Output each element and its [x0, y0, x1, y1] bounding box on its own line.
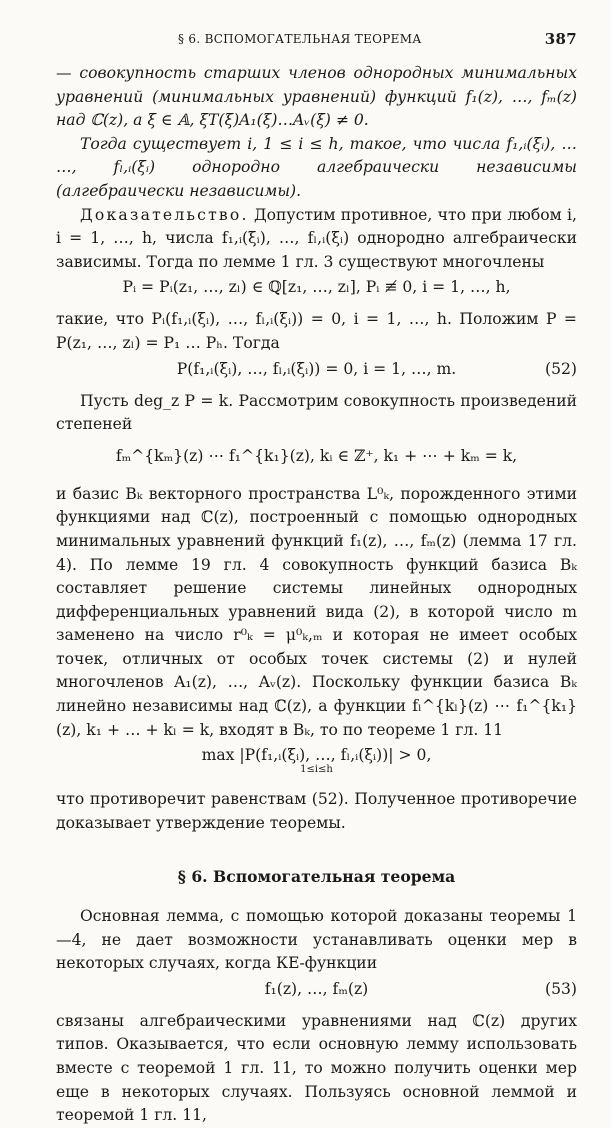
- proof-text: Допустим противное, что при любом i, i = 1, …, h, числа f₁,ᵢ(ξᵢ), …, fₗ,ᵢ(ξᵢ) однородно алгебраически зависимы. Тогда по лемме 1 гл. 3 существуют многочлены: [56, 205, 577, 271]
- paragraph-proof-start: [56, 204, 577, 275]
- paragraph-degree: Пусть deg_z P = k. Рассмотрим совокупность произведений степеней: [56, 391, 577, 434]
- formula-52: P(f₁,ᵢ(ξᵢ), …, fₗ,ᵢ(ξᵢ)) = 0, i = 1, …, m.: [176, 359, 457, 378]
- formula-max-text: max |P(f₁,ᵢ(ξᵢ), …, fₗ,ᵢ(ξᵢ))| > 0,: [201, 746, 432, 765]
- equation-number-52: (52): [544, 359, 577, 378]
- paragraph-basis: и базис Bₖ векторного пространства L⁰ₖ, порожденного этими функциями над ℂ(z), построенный с помощью однородных минимальных уравнений функций f₁(z), …, fₘ(z) (лемма 17 гл. 4). По лемме 19 гл. 4 совокупность функций базиса Bₖ составляет решение системы линейных однородных дифференциальных уравнений вида (2), в которой число m заменено на число r⁰ₖ = μ⁰ₖ,ₘ и которая не имеет особых точек, отличных от особых точек системы (2) и нулей многочленов A₁(z), …, Aᵥ(z). Поскольку функции базиса Bₖ линейно независимы над ℂ(z), а функции fₗ^{kₗ}(z) ⋯ f₁^{k₁}(z), k₁ + … + kₗ = k, входят в Bₖ, то по теореме 1 гл. 11: [56, 484, 577, 739]
- formula-polynomials: Pᵢ = Pᵢ(z₁, …, zₗ) ∈ ℚ[z₁, …, zₗ], Pᵢ ≢ 0, i = 1, …, h,: [122, 278, 511, 297]
- equation-products: [56, 439, 577, 479]
- paragraph-theorem-statement: Тогда существует i, 1 ≤ i ≤ h, такое, что числа f₁,ᵢ(ξᵢ), … …, fₗ,ᵢ(ξᵢ) однородно алгебраически независимы (алгебраически независимы).: [56, 134, 577, 200]
- paragraph-such-that: такие, что Pᵢ(f₁,ᵢ(ξᵢ), …, fₗ,ᵢ(ξᵢ)) = 0, i = 1, …, h. Положим P = P(z₁, …, zₗ) = P₁ … Pₕ. Тогда: [56, 310, 577, 352]
- formula-max: [56, 744, 577, 776]
- paragraph-main-lemma: Основная лемма, с помощью которой доказаны теоремы 1—4, не дает возможности устанавливать оценки мер в некоторых случаях, когда КЕ-функции: [56, 907, 577, 973]
- paragraph-related: связаны алгебраическими уравнениями над ℂ(z) других типов. Оказывается, что если основную лемму использовать вместе с теоремой 1 гл. 11, то можно получить оценки мер еще в некоторых случаях. Пользуясь основной леммой и теоремой 1 гл. 11,: [56, 1011, 577, 1125]
- running-title: § 6. ВСПОМОГАТЕЛЬНАЯ ТЕОРЕМА: [178, 32, 422, 46]
- formula-53: f₁(z), …, fₘ(z): [264, 979, 369, 998]
- formula-products: fₘ^{kₘ}(z) ⋯ f₁^{k₁}(z), kᵢ ∈ ℤ⁺, k₁ + ⋯ + kₘ = k,: [115, 446, 518, 465]
- equation-52: [56, 358, 577, 386]
- running-header: [60, 30, 577, 50]
- paragraph-contradiction: что противоречит равенствам (52). Полученное противоречие доказывает утверждение теоремы.: [56, 790, 577, 832]
- equation-number-53: (53): [544, 979, 577, 998]
- equation-max: [56, 744, 577, 784]
- section-heading: § 6. Вспомогательная теорема: [177, 867, 456, 887]
- paragraph-theorem-conditions: — совокупность старших членов однородных минимальных уравнений (минимальных уравнений) функций f₁(z), …, fₘ(z) над ℂ(z), а ξ ∈ 𝔸, ξT(ξ)A₁(ξ)…Aᵥ(ξ) ≠ 0.: [56, 64, 577, 130]
- formula-max-subscript: 1≤i≤h: [300, 763, 333, 775]
- text-body: [56, 62, 577, 1128]
- equation-53: [56, 978, 577, 1006]
- page-number: 387: [544, 30, 577, 48]
- proof-label: Доказательство.: [80, 205, 249, 224]
- equation-polynomials: [56, 276, 577, 304]
